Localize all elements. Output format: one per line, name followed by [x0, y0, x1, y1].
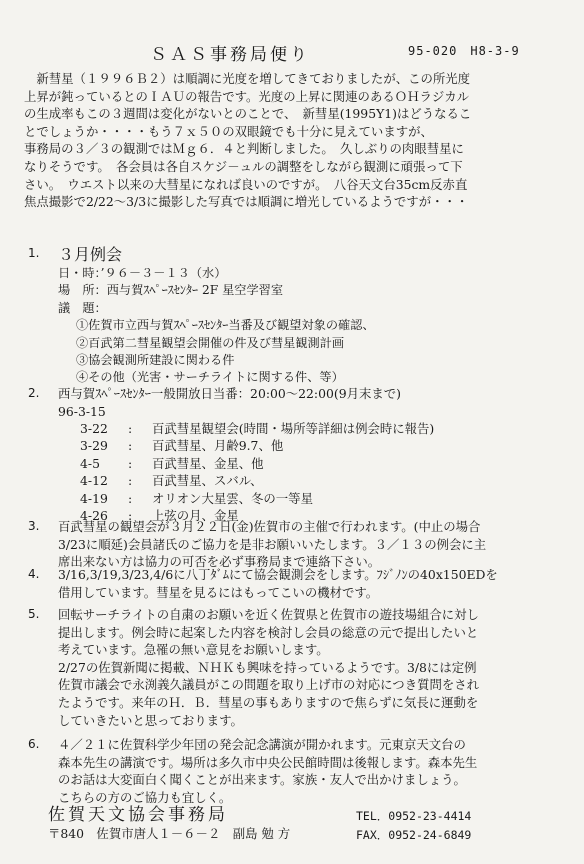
- schedule-separator: :: [128, 507, 133, 523]
- schedule-row: [58, 472, 572, 489]
- office-fax: FAX．0952-24-6849: [356, 828, 472, 842]
- schedule-text: 百武彗星、金星、他: [152, 455, 264, 471]
- schedule-date: 4-26: [80, 507, 108, 523]
- intro-line: 事務局の３／３の観測ではＭｇ６．４と判断しました。 久しぶりの肉眼彗星に: [24, 141, 464, 157]
- office-address: 〒840 佐賀市唐人１－６－２ 副島 勉 方: [48, 826, 291, 841]
- paragraph-line: 回転サーチライトの自粛のお願いを近く佐賀県と佐賀市の遊技場組合に対し: [58, 607, 479, 622]
- schedule-row: [58, 455, 572, 472]
- schedule-date: 4-12: [80, 473, 108, 489]
- meeting-agenda-label: 議 題：: [58, 300, 107, 315]
- section-number: 5.: [28, 607, 40, 621]
- intro-line: 新彗星（１９９６Ｂ２）は順調に光度を増してきておりましたが、この所光度: [24, 71, 471, 86]
- meeting-datetime: 日・時：’９６－３－１３（水）: [58, 266, 227, 280]
- section-number: 3.: [28, 519, 40, 533]
- intro-line: なりそうです。 各会員は各自スケジ－ュルの調整をしながら観測に頑張って下: [24, 158, 463, 174]
- section-number: 6.: [28, 737, 40, 751]
- intro-paragraph: [24, 70, 568, 211]
- schedule-separator: :: [128, 490, 133, 506]
- intro-line: 焦点撮影で2/22～3/3に撮影した写真では順調に増光しているようですが・・・: [24, 194, 469, 210]
- paragraph-line: 借用しています。彗星を見るにはもってこいの機材です。: [58, 584, 379, 600]
- paragraph-line: たようです。来年のＨ．Ｂ．彗星の事もありますので焦らずに気長に運動を: [58, 694, 479, 710]
- agenda-item: ④その他（光害・サーチライトに関する件、等）: [76, 370, 344, 385]
- paragraph-line: 2/27の佐賀新聞に掲載、ＮＨＫも興味を持っているようです。3/8には定例: [58, 659, 477, 675]
- schedule-text: オリオン大星雲、冬の一等星: [152, 490, 313, 506]
- paragraph-line: 3/16,3/19,3/23,4/6に八丁ﾀﾞﾑにて協会観測会をします。ﾌｼﾞﾉﾝの40x150EDを: [58, 567, 498, 582]
- paragraph-line: 森本先生の講演です。場所は多久市中央公民館時間は後報します。森本先生: [58, 754, 478, 770]
- schedule-row: [58, 420, 572, 437]
- paragraph-line: 席出来ない方は協力の可否を必ず事務局まで連絡下さい。: [58, 554, 381, 570]
- schedule-date: 3-22: [80, 420, 108, 436]
- agenda-item: ①佐賀市立西与賀ｽﾍﾟｰｽｾﾝﾀｰ当番及び観望対象の確認、: [76, 318, 375, 333]
- paragraph-line: 考えています。急罹の無い意見をお願いします。: [58, 642, 329, 658]
- schedule-date: 4-19: [80, 490, 108, 506]
- section-number: 4.: [28, 567, 40, 581]
- intro-line: 上昇が鈍っているとのＩＡＵの報告です。光度の上昇に関連のあるＯＨラジカル: [24, 88, 470, 104]
- section-heading: ３月例会: [58, 245, 123, 264]
- section-heading: 西与賀ｽﾍﾟｰｽｾﾝﾀｰ一般開放日当番：20:00～22:00(9月末まで): [58, 386, 401, 401]
- office-phone: TEL．0952-23-4414: [356, 809, 472, 823]
- schedule-date: 4-5: [80, 455, 100, 471]
- paragraph-line: のお話は大変面白く聞くことが出来ます。家族・友人で出かけましょう。: [58, 772, 466, 788]
- newsletter-date: 95-020 H8-3-9: [408, 44, 520, 58]
- agenda-item: ③協会観測所建設に関わる件: [76, 353, 235, 368]
- schedule-row: [58, 403, 572, 420]
- schedule-text: 上弦の月、金星: [152, 507, 239, 523]
- paragraph-line: ４／２１に佐賀科学少年団の発会記念講演が開かれます。元東京天文台の: [58, 737, 466, 752]
- organization-name: 佐賀天文協会事務局: [48, 805, 228, 825]
- intro-line: さい。 ウエスト以来の大彗星になれば良いのですが。 八谷天文台35cm反赤直: [24, 176, 468, 192]
- schedule-separator: :: [128, 455, 133, 471]
- schedule-text: 百武彗星、月齢9.7、他: [152, 438, 284, 454]
- paragraph-line: していきたいと思っております。: [58, 712, 243, 728]
- paragraph-line: 3/23に順延)会員諸氏のご協力を是非お願いいたします。３／１３の例会に主: [58, 536, 487, 552]
- schedule-text: 百武彗星、スバル、: [152, 473, 263, 489]
- intro-line: の生成率もこの３週間は変化がないとのことで、 新彗星(1995Y1)はどうなるこ: [24, 106, 472, 122]
- agenda-item: ②百武第二彗星観望会開催の件及び彗星観測計画: [76, 335, 345, 350]
- paragraph-line: 佐賀市議会で永渕義久議員がこの問題を取り上げ市の対応につき質問をされ: [58, 677, 480, 693]
- section-number: 1.: [28, 246, 40, 260]
- paragraph-line: こちらの方のご協力も宜しく。: [58, 789, 232, 805]
- newsletter-title: ＳＡＳ事務局便り: [150, 45, 310, 65]
- schedule-separator: :: [128, 438, 133, 454]
- schedule-separator: :: [128, 473, 133, 489]
- paragraph-line: 提出します。例会時に起案した内容を検討し会員の総意の元で提出したいと: [58, 624, 479, 640]
- schedule-separator: :: [128, 420, 133, 436]
- schedule-text: 百武彗星観望会(時間・場所等詳細は例会時に報告): [152, 420, 435, 436]
- schedule-row: [58, 490, 572, 507]
- section-number: 2.: [28, 386, 40, 400]
- schedule-date: 3-29: [80, 438, 108, 454]
- newsletter-header: [0, 40, 584, 66]
- intro-line: とでしょうか・・・・もう７ｘ５０の双眼鏡でも十分に見えていますが、: [24, 123, 433, 139]
- schedule-start-date: 96-3-15: [58, 403, 106, 419]
- meeting-place: 場 所：西与賀ｽﾍﾟｰｽｾﾝﾀｰ 2F 星空学習室: [58, 283, 284, 298]
- paragraph-line: 百武彗星の観望会が３月２２日(金)佐賀市の主催で行われます。(中止の場合: [58, 519, 481, 534]
- schedule-row: [58, 437, 572, 454]
